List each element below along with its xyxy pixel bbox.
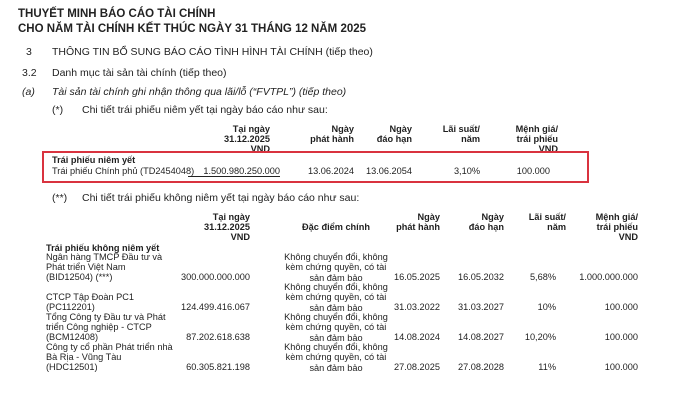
unlisted-header-par-2: trái phiếu — [596, 222, 638, 232]
section-a-number: (a) — [22, 86, 35, 98]
bond-par: 100.000 — [516, 166, 550, 176]
bond-value: 124.499.416.067 — [181, 302, 250, 312]
listed-intro: Chi tiết trái phiếu niêm yết tại ngày báo cáo như sau: — [82, 104, 328, 116]
bond-issue-date: 16.05.2025 — [394, 272, 440, 282]
bond-value: 87.202.618.638 — [186, 332, 250, 342]
bond-features: Không chuyển đổi, không kèm chứng quyền, có tài sản đảm bảo — [284, 282, 388, 313]
bond-maturity-date: 14.08.2027 — [458, 332, 504, 342]
issuer-name-line-1: Công ty cổ phần Phát triển nhà — [46, 342, 173, 352]
issuer-name-line-1: CTCP Tập Đoàn PC1 — [46, 292, 135, 302]
issuer-name-line-1: Tổng Công ty Đầu tư và Phát — [46, 312, 166, 322]
bond-par: 1.000.000.000 — [579, 272, 638, 282]
report-title: THUYẾT MINH BÁO CÁO TÀI CHÍNH — [18, 8, 216, 20]
unlisted-group-title: Trái phiếu không niêm yết — [46, 243, 160, 253]
listed-header-rate-2: năm — [461, 134, 480, 144]
issuer-name-line-2: (PC112201) — [46, 302, 95, 312]
issuer-name-line-3: (BCM12408) — [46, 332, 99, 342]
listed-header-date-3: VND — [250, 144, 270, 154]
report-subtitle: CHO NĂM TÀI CHÍNH KẾT THÚC NGÀY 31 THÁNG 12 NĂM 2025 — [18, 23, 367, 35]
section-32-number: 3.2 — [22, 67, 37, 79]
bond-rate: 3,10% — [453, 166, 480, 176]
listed-header-issue-1: Ngày — [331, 124, 354, 134]
bond-value: 60.305.821.198 — [186, 362, 250, 372]
listed-marker: (*) — [52, 104, 64, 116]
unlisted-header-date-3: VND — [230, 232, 250, 242]
bond-features: Không chuyển đổi, không kèm chứng quyền, có tài sản đảm bảo — [284, 342, 388, 373]
bond-issue-date: 14.08.2024 — [394, 332, 440, 342]
listed-header-par-3: VND — [538, 144, 558, 154]
unlisted-header-maturity-2: đáo hạn — [468, 222, 504, 232]
unlisted-header-maturity-1: Ngày — [481, 212, 504, 222]
section-32-title: Danh mục tài sản tài chính (tiếp theo) — [52, 67, 227, 79]
bond-par: 100.000 — [604, 302, 638, 312]
issuer-name-line-2: triển Công nghiệp - CTCP — [46, 322, 152, 332]
unlisted-header-date-2: 31.12.2025 — [204, 222, 250, 232]
bond-value: 1.500.980.250.000 — [188, 166, 280, 177]
bond-rate: 11% — [538, 362, 556, 372]
issuer-name-line-3: (BID12504) (***) — [46, 272, 113, 282]
bond-rate: 5,68% — [529, 272, 556, 282]
bond-issue-date: 13.06.2024 — [308, 166, 354, 176]
bond-maturity-date: 31.03.2027 — [458, 302, 504, 312]
issuer-name-line-3: (HDC12501) — [46, 362, 98, 372]
issuer-name-line-2: Bà Rịa - Vũng Tàu — [46, 352, 122, 362]
bond-features: Không chuyển đổi, không kèm chứng quyền, có tài sản đảm bảo — [284, 312, 388, 343]
bond-rate: 10,20% — [524, 332, 556, 342]
issuer-name-line-1: Ngân hàng TMCP Đầu tư và — [46, 252, 163, 262]
section-3-title: THÔNG TIN BỔ SUNG BÁO CÁO TÌNH HÌNH TÀI CHÍNH (tiếp theo) — [52, 46, 373, 58]
listed-header-date-1: Tại ngày — [232, 124, 270, 134]
listed-header-maturity-1: Ngày — [389, 124, 412, 134]
issuer-name-line-2: Phát triển Việt Nam — [46, 262, 126, 272]
section-a-title: Tài sản tài chính ghi nhận thông qua lãi/lỗ (“FVTPL”) (tiếp theo) — [52, 86, 347, 98]
bond-features: Không chuyển đổi, không kèm chứng quyền, có tài sản đảm bảo — [284, 252, 388, 283]
listed-header-date-2: 31.12.2025 — [224, 134, 270, 144]
bond-par: 100.000 — [604, 332, 638, 342]
unlisted-header-date-1: Tại ngày — [212, 212, 250, 222]
listed-header-maturity-2: đáo hạn — [376, 134, 412, 144]
bond-value: 300.000.000.000 — [181, 272, 250, 282]
unlisted-header-par-3: VND — [618, 232, 638, 242]
bond-maturity-date: 16.05.2032 — [458, 272, 504, 282]
unlisted-intro: Chi tiết trái phiếu không niêm yết tại ngày báo cáo như sau: — [82, 192, 360, 204]
bond-issue-date: 27.08.2025 — [394, 362, 440, 372]
bond-par: 100.000 — [604, 362, 638, 372]
unlisted-marker: (**) — [52, 192, 68, 204]
unlisted-header-rate-1: Lãi suất/ — [528, 212, 566, 222]
bond-maturity-date: 27.08.2028 — [458, 362, 504, 372]
listed-header-rate-1: Lãi suất/ — [442, 124, 480, 134]
unlisted-header-issue-2: phát hành — [396, 222, 440, 232]
section-3-number: 3 — [26, 46, 32, 58]
bond-issue-date: 31.03.2022 — [394, 302, 440, 312]
unlisted-header-features: Đặc điểm chính — [302, 222, 370, 232]
listed-group-title: Trái phiếu niêm yết — [52, 155, 136, 165]
listed-header-par-2: trái phiếu — [516, 134, 558, 144]
bond-name: Trái phiếu Chính phủ (TD2454048) — [52, 166, 195, 176]
listed-header-issue-2: phát hành — [310, 134, 354, 144]
unlisted-header-rate-2: năm — [547, 222, 566, 232]
listed-header-par-1: Mệnh giá/ — [515, 124, 558, 134]
bond-maturity-date: 13.06.2054 — [366, 166, 412, 176]
unlisted-header-issue-1: Ngày — [417, 212, 440, 222]
bond-rate: 10% — [537, 302, 556, 312]
unlisted-header-par-1: Mệnh giá/ — [595, 212, 638, 222]
